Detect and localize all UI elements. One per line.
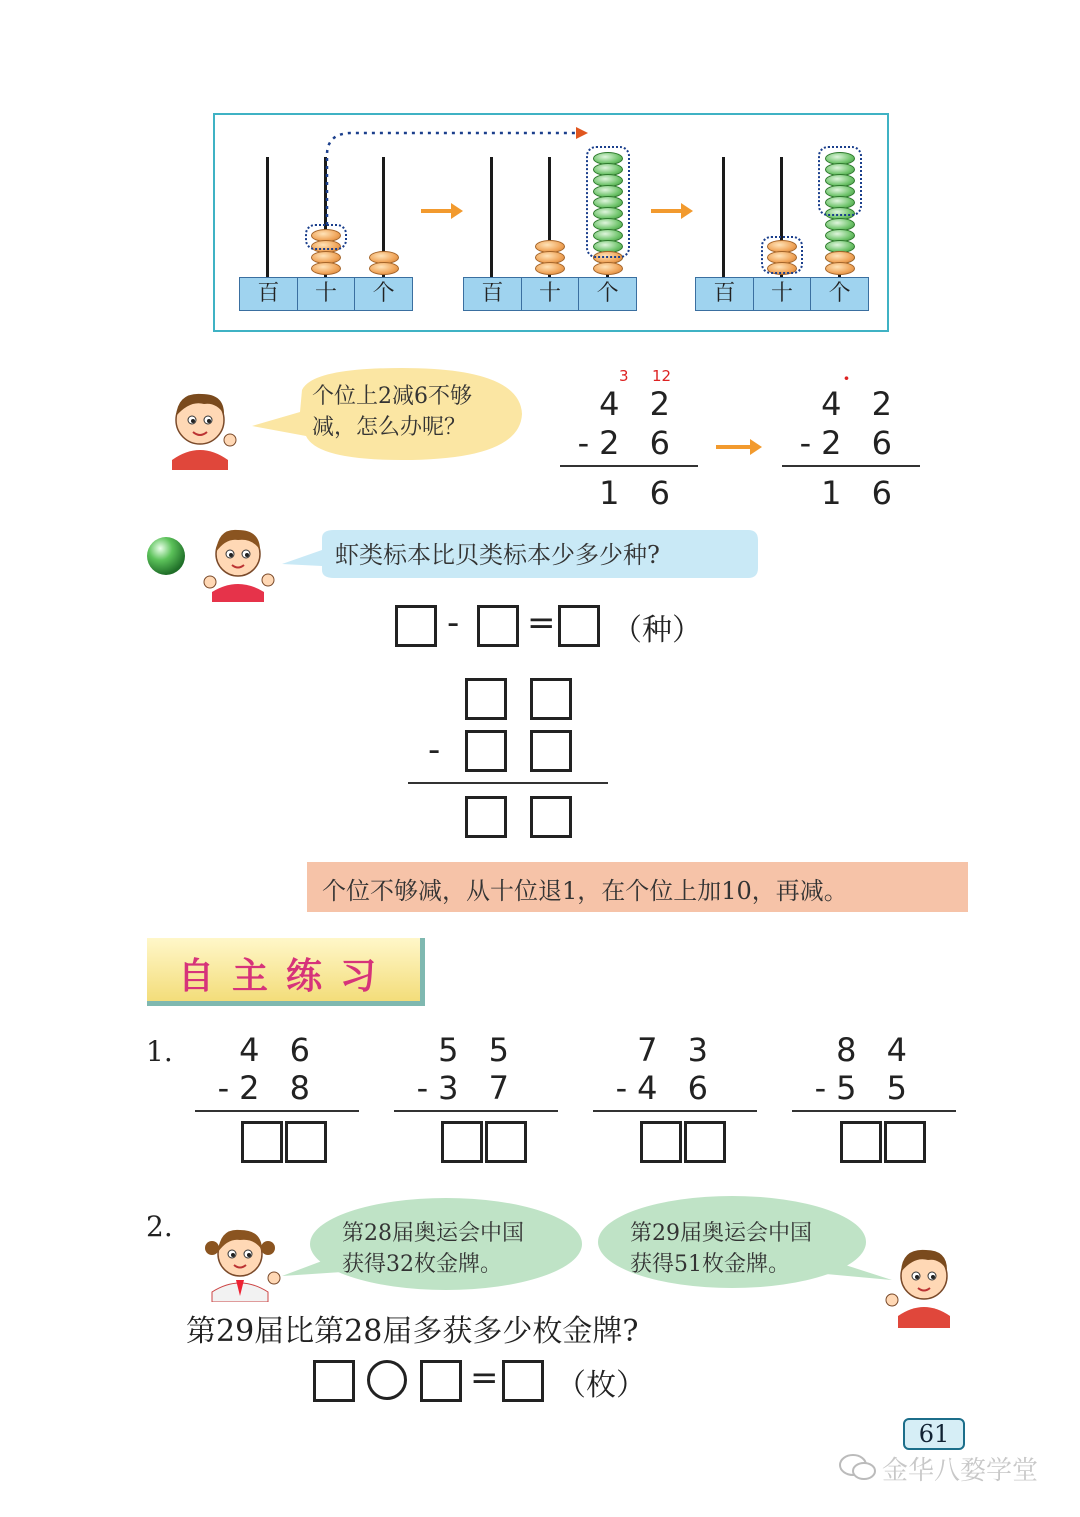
answer-box[interactable]: [840, 1121, 882, 1163]
place-label-hundreds: 百: [464, 278, 522, 310]
calc-b-subtrahend: -2 6: [799, 424, 902, 462]
abacus-3-hundreds-rod: [722, 157, 725, 277]
answer-box[interactable]: [558, 605, 600, 647]
subtrahend: -2 8: [217, 1069, 320, 1107]
answer-box[interactable]: [485, 1121, 527, 1163]
answer-box[interactable]: [420, 1360, 462, 1402]
page-number: 61: [903, 1418, 965, 1450]
tens-beads-outline: [761, 236, 803, 274]
bead: [311, 262, 341, 275]
place-label-tens: 十: [298, 278, 356, 310]
place-label-hundreds: 百: [696, 278, 754, 310]
ten-beads-outline: [586, 146, 630, 258]
place-label-hundreds: 百: [240, 278, 298, 310]
boy-speech-line-1: 个位上2减6不够: [312, 384, 472, 409]
minuend: 4 6: [239, 1031, 320, 1069]
step-arrow-icon: [651, 209, 683, 213]
exercise-1-number: 1.: [146, 1035, 173, 1068]
abacus-2-hundreds-rod: [490, 157, 493, 277]
place-label-tens: 十: [522, 278, 580, 310]
bead: [825, 262, 855, 275]
calc-b-line: [782, 465, 920, 467]
exercise-1-line: [195, 1110, 359, 1112]
place-label-ones: 个: [828, 281, 851, 306]
girl-speech-line-2: 获得32枚金牌。: [342, 1252, 502, 1277]
unit-label: （种）: [612, 613, 702, 648]
girl-character-icon: [198, 520, 278, 602]
bead: [369, 262, 399, 275]
minuend: 7 3: [637, 1031, 718, 1069]
answer-box[interactable]: [465, 796, 507, 838]
exercise-1-line: [394, 1110, 558, 1112]
bead: [535, 262, 565, 275]
exercise-1-line: [792, 1110, 956, 1112]
calc-a-difference: 1 6: [599, 474, 680, 512]
minus-sign: -: [447, 603, 460, 643]
boy-character-icon: [160, 382, 240, 470]
boy-character-icon: [884, 1238, 960, 1328]
place-label-ones: 个: [596, 281, 619, 306]
minuend: 8 4: [836, 1031, 917, 1069]
answer-box[interactable]: [441, 1121, 483, 1163]
unit-label: （枚）: [556, 1368, 646, 1403]
abacus-1-base: [239, 277, 413, 311]
exercise-1-calc-4: [793, 1031, 917, 1111]
answer-box[interactable]: [684, 1121, 726, 1163]
watermark-text: 金华八婺学堂: [882, 1456, 1039, 1486]
girl-character-icon: [198, 1218, 282, 1302]
exercise-1-line: [593, 1110, 757, 1112]
answer-box[interactable]: [884, 1121, 926, 1163]
answer-box[interactable]: [640, 1121, 682, 1163]
exercise-1-calc-3: [594, 1031, 718, 1111]
borrow-mark-ones: 12: [652, 367, 672, 385]
abacus-2-base: [463, 277, 637, 311]
answer-box[interactable]: [530, 678, 572, 720]
vertical-calc-a: [560, 385, 680, 515]
answer-box[interactable]: [530, 796, 572, 838]
girl-speech-line-1: 第28届奥运会中国: [342, 1221, 524, 1246]
place-label-tens: 十: [754, 278, 812, 310]
green-ball-icon: [145, 535, 187, 577]
vertical-calc-b: [782, 385, 902, 515]
calc-a-subtrahend: -2 6: [577, 424, 680, 462]
boy-speech-line-1: 第29届奥运会中国: [630, 1221, 812, 1246]
exercise-1-calc-2: [395, 1031, 519, 1111]
answer-box[interactable]: [465, 730, 507, 772]
transform-arrow-icon: [716, 445, 752, 449]
subtrahend: -4 6: [615, 1069, 718, 1107]
borrow-mark-tens: 3: [619, 367, 629, 385]
practice-heading: 自主练习: [178, 956, 395, 997]
answer-box[interactable]: [285, 1121, 327, 1163]
subtrahend: -5 5: [814, 1069, 917, 1107]
vertical-calc-line: [408, 782, 608, 784]
subtracted-beads-outline: [818, 146, 862, 216]
subtrahend: -3 7: [416, 1069, 519, 1107]
abacus-1-hundreds-rod: [266, 157, 269, 277]
boy-speech-line-2: 获得51枚金牌。: [630, 1252, 790, 1277]
answer-box[interactable]: [530, 730, 572, 772]
boy-speech-line-2: 减，怎么办呢？: [312, 415, 467, 440]
answer-box[interactable]: [502, 1360, 544, 1402]
equals-sign: =: [527, 603, 556, 643]
exercise-2-number: 2.: [146, 1210, 173, 1243]
calc-a-minuend: 4 2: [599, 385, 680, 423]
step-arrow-icon: [421, 209, 453, 213]
rule-tip-text: 个位不够减，从十位退1，在个位上加10，再减。: [322, 877, 848, 905]
minus-sign: -: [428, 730, 441, 770]
girl-speech-text: 虾类标本比贝类标本少多少种?: [335, 541, 660, 569]
calc-b-minuend: 4 2: [821, 385, 902, 423]
answer-box[interactable]: [477, 605, 519, 647]
borrow-dot-mark: ·: [843, 366, 850, 390]
answer-box[interactable]: [313, 1360, 355, 1402]
place-label-ones: 个: [372, 281, 395, 306]
equals-sign: =: [470, 1358, 499, 1398]
bead: [593, 262, 623, 275]
minuend: 5 5: [438, 1031, 519, 1069]
answer-box[interactable]: [241, 1121, 283, 1163]
wechat-icon: [838, 1452, 878, 1482]
calc-a-line: [560, 465, 698, 467]
exercise-2-question: 第29届比第28届多获多少枚金牌?: [186, 1314, 639, 1349]
operator-circle[interactable]: [367, 1360, 407, 1400]
answer-box[interactable]: [465, 678, 507, 720]
abacus-3-base: [695, 277, 869, 311]
calc-b-difference: 1 6: [821, 474, 902, 512]
answer-box[interactable]: [395, 605, 437, 647]
exercise-1-calc-1: [196, 1031, 320, 1111]
